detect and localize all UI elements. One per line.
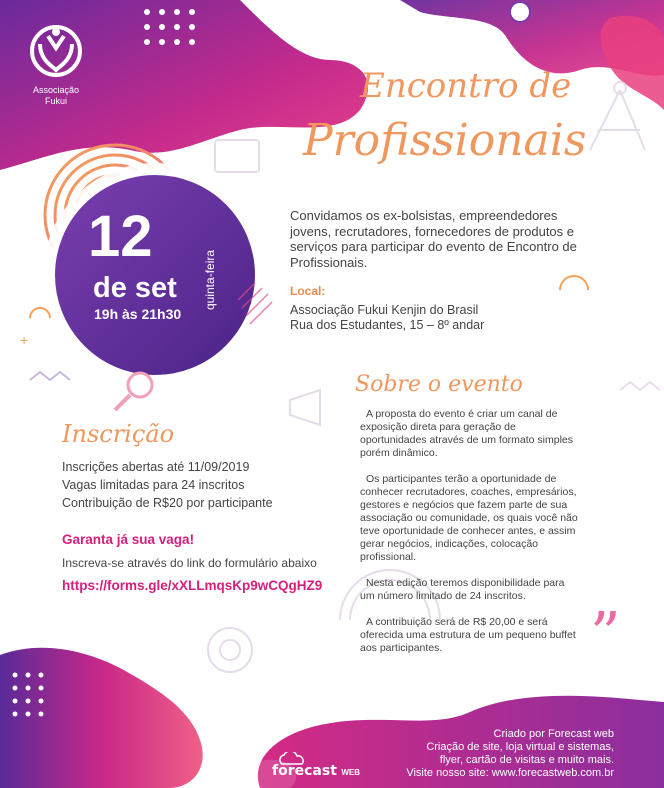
about-line: oportunidades através de um formato simples bbox=[360, 434, 574, 446]
about-line: A contribuição será de R$ 20,00 e será bbox=[366, 616, 548, 628]
about-line: conhecer recrutadores, coaches, empresários, bbox=[360, 486, 577, 498]
about-text bbox=[360, 408, 640, 655]
forecast-brand-suffix: WEB bbox=[341, 768, 361, 777]
logo bbox=[22, 22, 90, 107]
intro-line: jovens, recrutadores, fornecedores de produtos e bbox=[290, 223, 575, 239]
about-paragraph-4 bbox=[360, 616, 640, 655]
inscricao-line2: Vagas limitadas para 24 inscritos bbox=[62, 478, 245, 492]
cta-instruction: Inscreva-se através do link do formulário abaixo bbox=[62, 556, 317, 570]
intro-line: serviços para participar do evento de Encontro de bbox=[290, 239, 577, 254]
svg-text:+: + bbox=[20, 332, 29, 348]
cloud-icon bbox=[276, 752, 310, 766]
svg-text:”: ” bbox=[590, 600, 621, 670]
forecast-web-logo bbox=[272, 762, 360, 780]
about-line: Os participantes terão a oportunidade de bbox=[366, 473, 557, 485]
about-line: A proposta do evento é criar um canal de bbox=[366, 408, 558, 420]
local-line2: Rua dos Estudantes, 15 – 8º andar bbox=[290, 318, 485, 332]
event-title-line2: Profissionais bbox=[303, 115, 587, 166]
intro-line: Convidamos os ex-bolsistas, empreendedores bbox=[290, 208, 558, 223]
about-line: porém dinâmico. bbox=[360, 447, 438, 459]
intro-line: Profissionais. bbox=[290, 254, 368, 270]
event-title-line1: Encontro de bbox=[360, 66, 572, 106]
logo-name-line1: Associação bbox=[32, 85, 80, 95]
date-day: 12 bbox=[88, 204, 153, 269]
about-paragraph-3 bbox=[360, 577, 640, 603]
about-line: oferecida uma estrutura de um pequeno buffet bbox=[360, 629, 576, 641]
cta-heading: Garanta já sua vaga! bbox=[62, 532, 195, 547]
about-paragraph-2 bbox=[360, 473, 640, 564]
about-paragraph-1 bbox=[360, 408, 640, 460]
date-weekday: quinta-feira bbox=[203, 249, 217, 310]
about-line: um número limitado de 24 inscritos. bbox=[360, 590, 526, 602]
forecast-brand: forecast bbox=[272, 763, 337, 779]
registration-form-link[interactable]: https://forms.gle/xXLLmqsKp9wCQgHZ9 bbox=[62, 578, 323, 593]
footer-line3: flyer, cartão de visitas e muito mais. bbox=[439, 754, 614, 766]
local-address bbox=[290, 303, 484, 333]
intro-paragraph bbox=[290, 208, 630, 270]
about-line: exposição direta para geração de bbox=[360, 421, 516, 433]
footer-line2: Criação de site, loja virtual e sistemas, bbox=[426, 741, 614, 753]
inscricao-title: Inscrição bbox=[62, 420, 175, 448]
about-line: profissional. bbox=[360, 551, 417, 563]
about-line: associação ou comunidade, os quais você não bbox=[360, 512, 578, 524]
bottom-left-blob bbox=[0, 648, 203, 788]
local-label: Local: bbox=[290, 284, 326, 298]
inscricao-details bbox=[62, 458, 352, 512]
date-month: de set bbox=[93, 272, 177, 304]
association-logo-icon bbox=[22, 22, 90, 80]
inscricao-line1: Inscrições abertas até 11/09/2019 bbox=[62, 460, 250, 474]
about-line: Nesta edição teremos disponibilidade para bbox=[366, 577, 565, 589]
about-title: Sobre o evento bbox=[355, 372, 523, 397]
inscricao-line3: Contribuição de R$20 por participante bbox=[62, 496, 273, 510]
date-time: 19h às 21h30 bbox=[94, 306, 182, 322]
about-line: gerar negócios, indicações, colocação bbox=[360, 538, 539, 550]
about-line: gestores e negócios que fazem parte de sua bbox=[360, 499, 568, 511]
local-line1: Associação Fukui Kenjin do Brasil bbox=[290, 303, 479, 317]
footer-line4: Visite nosso site: www.forecastweb.com.br bbox=[406, 767, 614, 779]
about-line: teve oportunidade de conhecer antes, e assim bbox=[360, 525, 576, 537]
footer-line1: Criado por Forecast web bbox=[493, 728, 614, 740]
about-line: aos participantes. bbox=[360, 642, 443, 654]
logo-name-line2: Fukui bbox=[44, 96, 67, 106]
